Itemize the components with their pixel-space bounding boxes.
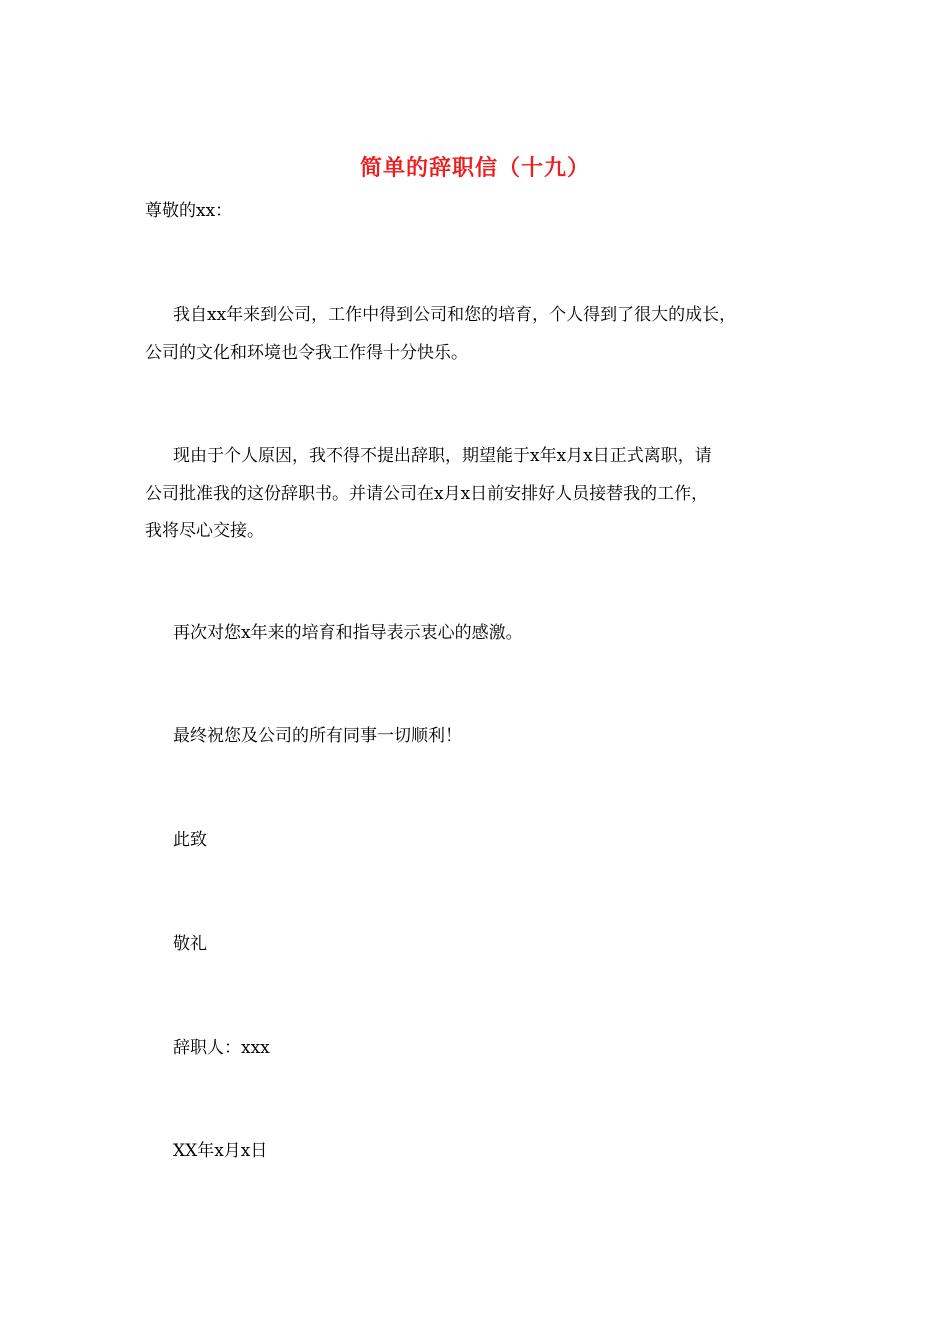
paragraph-4: 最终祝您及公司的所有同事一切顺利！ [173, 726, 462, 746]
closing-salutation: 此致 [173, 830, 207, 850]
paragraph-2-line-3: 我将尽心交接。 [145, 521, 264, 541]
paragraph-1-line-1: 我自xx年来到公司，工作中得到公司和您的培育，个人得到了很大的成长， [173, 305, 737, 325]
signature: 辞职人：xxx [173, 1038, 270, 1058]
paragraph-3: 再次对您x年来的培育和指导表示衷心的感激。 [173, 623, 523, 643]
date: XX年x月x日 [173, 1141, 268, 1161]
paragraph-2-line-1: 现由于个人原因，我不得不提出辞职，期望能于x年x月x日正式离职，请 [173, 446, 712, 466]
closing-regards: 敬礼 [173, 934, 207, 954]
paragraph-2-line-2: 公司批准我的这份辞职书。并请公司在x月x日前安排好人员接替我的工作， [145, 484, 709, 504]
document-title: 简单的辞职信（十九） [359, 155, 590, 181]
salutation: 尊敬的xx： [145, 201, 233, 221]
paragraph-1-line-2: 公司的文化和环境也令我工作得十分快乐。 [145, 343, 468, 363]
